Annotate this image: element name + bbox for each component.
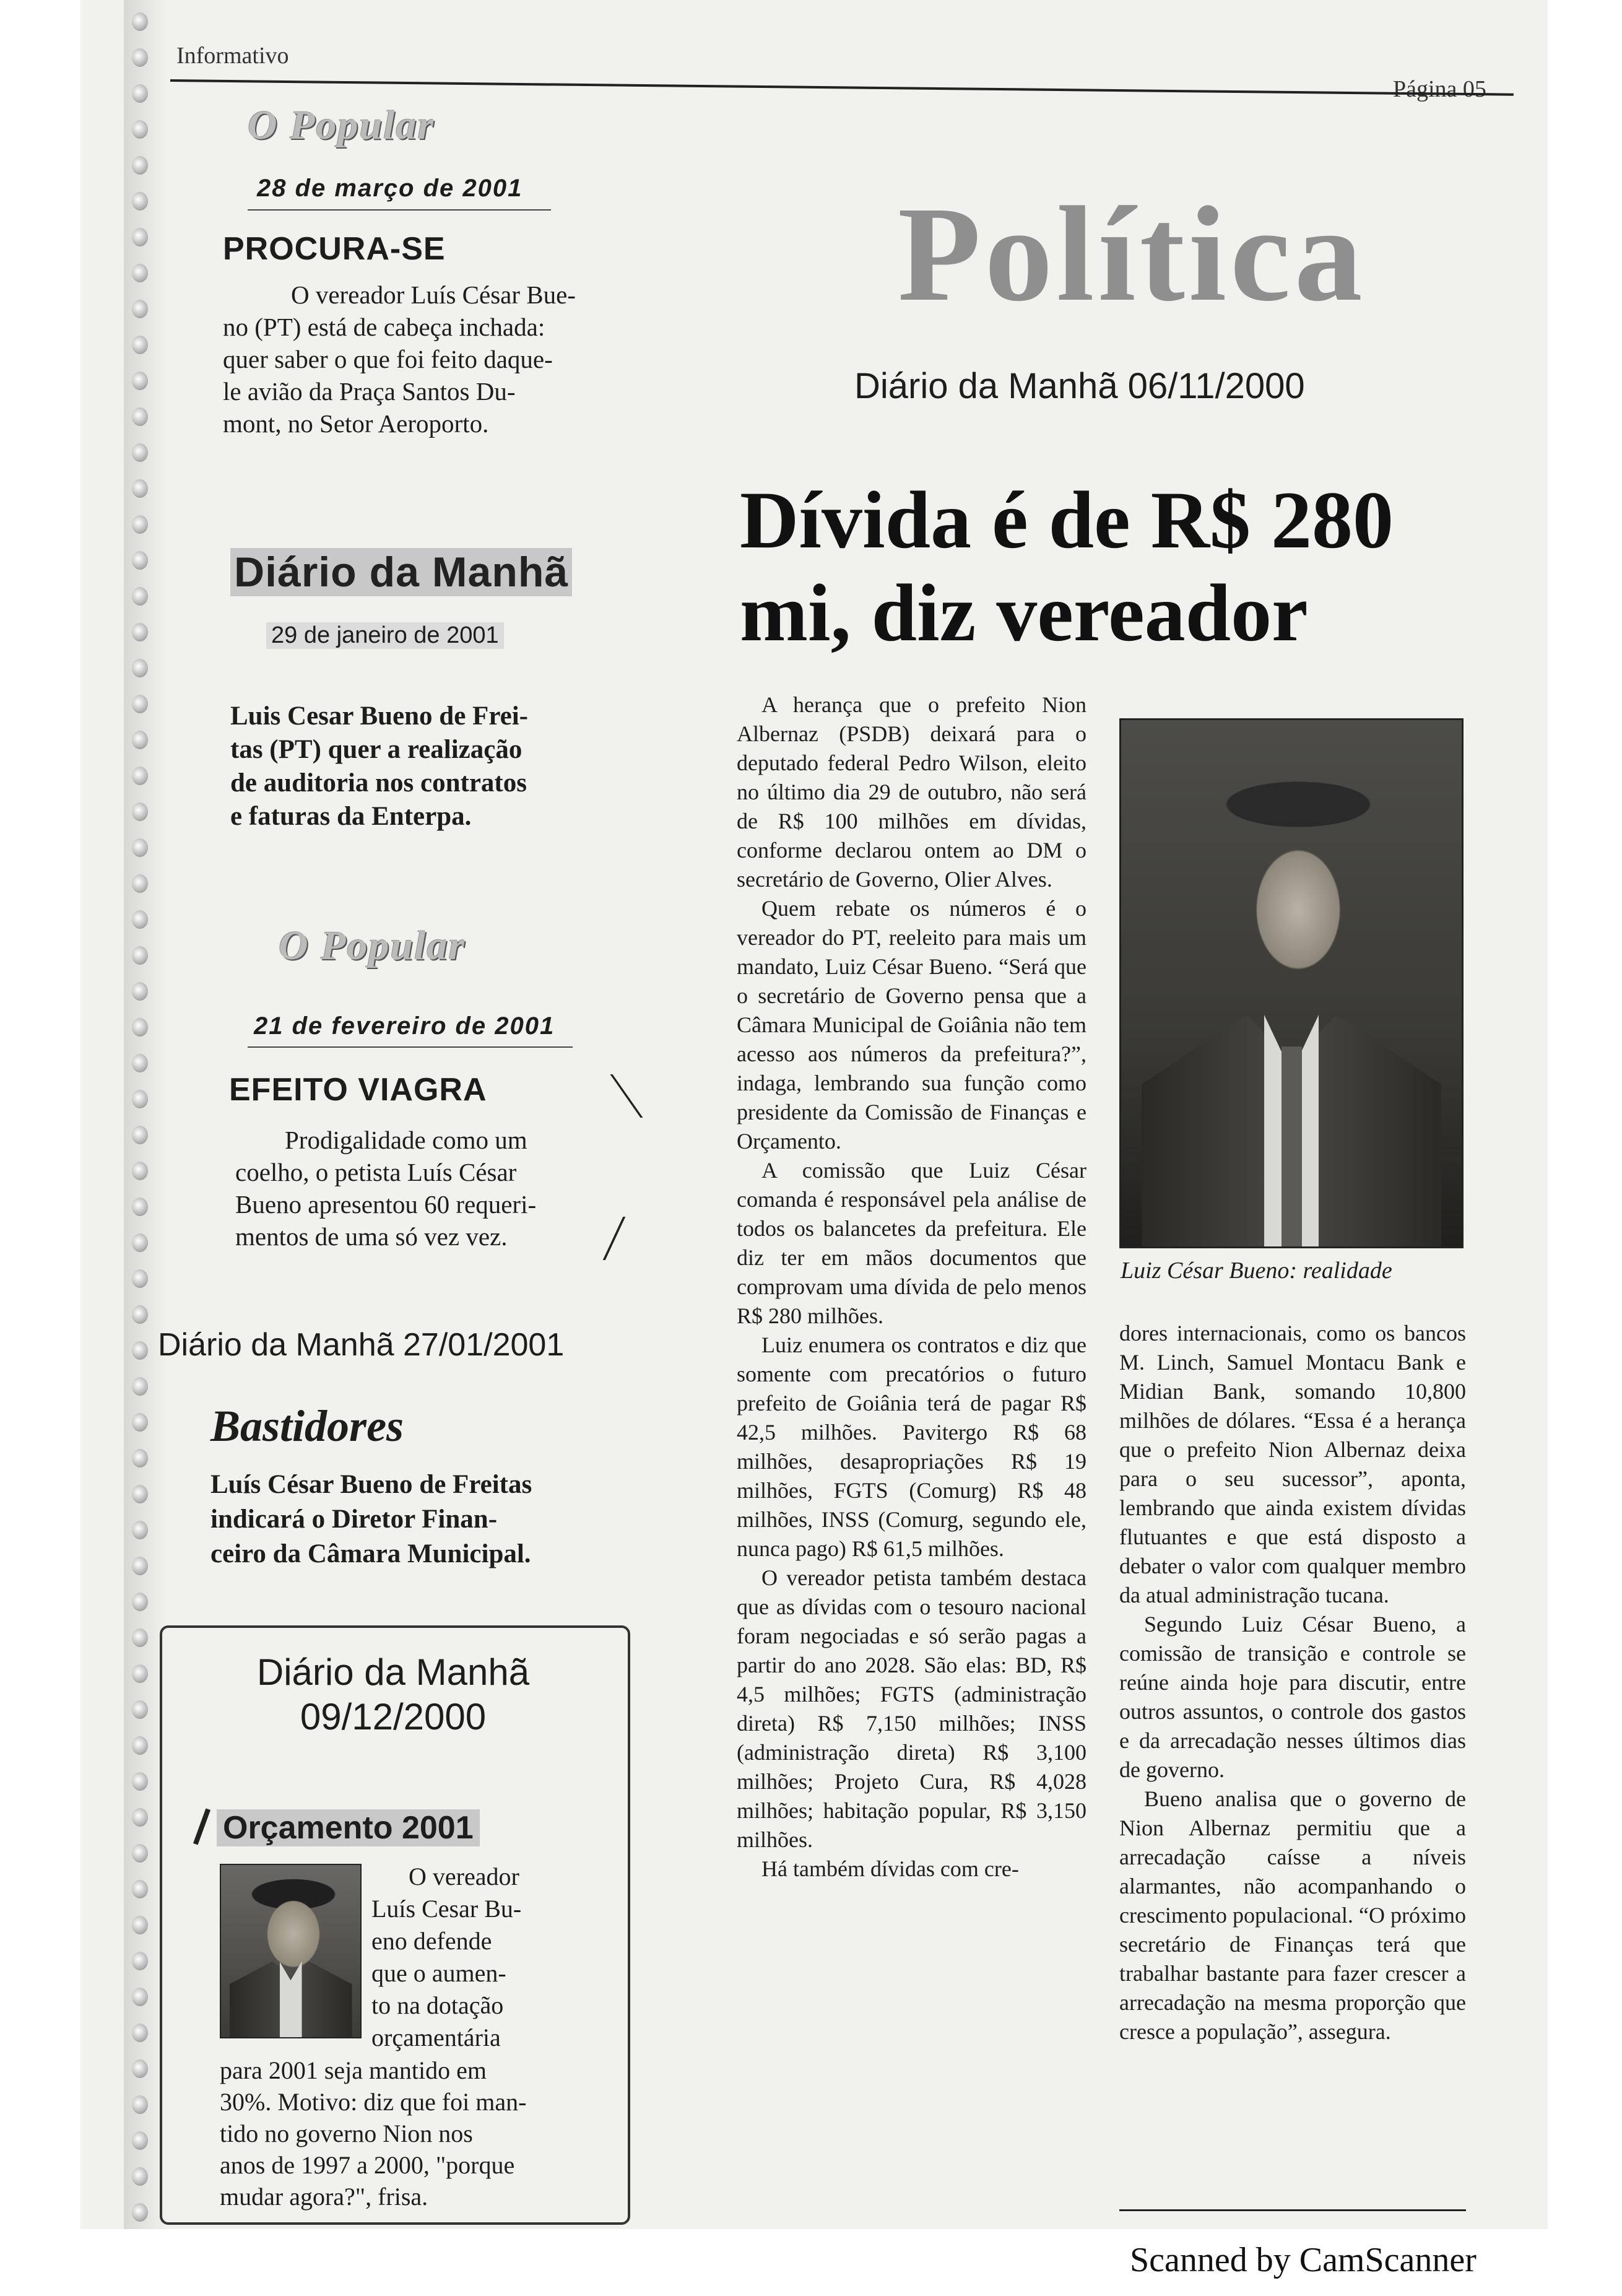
article-paragraph: A herança que o prefeito Nion Albernaz (PSDB) deixará para o deputado federal Pedro Wilson, eleito no último dia 29 de outubro, não será de R$ 100 milhões em dívidas, conforme declarou ontem ao DM o secretário de Governo, Olier Alves.: [737, 692, 1086, 892]
clip1-line: mont, no Setor Aeroporto.: [223, 409, 489, 438]
binder-hole: [132, 300, 148, 318]
binder-hole: [132, 1664, 148, 1683]
binder-hole: [132, 2095, 148, 2114]
binder-hole: [132, 1772, 148, 1791]
clip5-side-line: to na dotação: [371, 1991, 504, 2019]
binder-holes: [127, 12, 164, 2217]
clip5-side-line: O vereador: [409, 1863, 519, 1890]
binder-hole: [132, 1485, 148, 1503]
binder-hole: [132, 1700, 148, 1719]
article-paragraph: A comissão que Luiz César comanda é responsável pela análise de todos os balancetes da prefeitura. Ele diz ter em mãos documentos que comprovam uma dívida de pelo menos R$ 280 milhões.: [737, 1158, 1086, 1328]
clip1-body: [223, 279, 619, 440]
clip1-date: 28 de março de 2001: [257, 175, 523, 202]
clip2-line: e faturas da Enterpa.: [230, 802, 472, 831]
clip5-side-text: [371, 1861, 545, 2054]
clip5-side-line: orçamentária: [371, 2024, 501, 2051]
article-paragraph: O vereador petista também destaca que as dívidas com o tesouro nacional foram negociadas e só serão pagas a partir do ano 2028. São elas: BD, R$ 4,5 milhões; FGTS (administração direta) R$ 7,150 milhões; INSS (administração direta) R$ 3,100 milhões; Projeto Cura, R$ 4,028 milhões; habitação popular, R$ 3,150 milhões.: [737, 1565, 1086, 1852]
binder-hole: [132, 515, 148, 534]
page-number: Página 05: [1393, 76, 1486, 102]
clip3-line: coelho, o petista Luís César: [235, 1158, 517, 1186]
clip3-date: 21 de fevereiro de 2001: [254, 1012, 555, 1040]
binder-hole: [132, 623, 148, 641]
binder-hole: [132, 1090, 148, 1108]
binder-hole: [132, 1521, 148, 1539]
clip1-date-rule: [248, 209, 551, 211]
binder-hole: [132, 1413, 148, 1432]
clip4-body: [210, 1468, 607, 1572]
clip2-line: de auditoria nos contratos: [230, 768, 527, 798]
clip5-line: tido no governo Nion nos: [220, 2120, 473, 2147]
clip5-line: para 2001 seja mantido em: [220, 2056, 487, 2084]
binder-hole: [132, 479, 148, 498]
clip5-source-line: Diário da Manhã: [256, 1651, 530, 1693]
binder-hole: [132, 1162, 148, 1180]
binder-hole: [132, 1593, 148, 1611]
clip4-line: ceiro da Câmara Municipal.: [210, 1539, 531, 1568]
clip1-line: quer saber o que foi feito daque-: [223, 345, 553, 373]
clip5-source: [220, 1650, 566, 1739]
clip4-source: Diário da Manhã 27/01/2001: [158, 1327, 565, 1363]
article-paragraph: Luiz enumera os contratos e diz que somente com precatórios o futuro prefeito de Goiânia terá de pagar R$ 42,5 milhões. Pavitergo R$ 68 milhões, desapropriações R$ 19 milhões, FGTS (Comurg) R$ 48 milhões, INSS (Comurg, segundo ele, nunca pago) R$ 61,5 milhões.: [737, 1333, 1086, 1561]
binder-hole: [132, 120, 148, 139]
clip2-date: 29 de janeiro de 2001: [266, 622, 504, 649]
article-paragraph: Quem rebate os números é o vereador do PT, reeleito para mais um mandato, Luiz César Bueno. “Será que o secretário de Governo pensa que a Câmara Municipal de Goiânia não tem acesso aos números da prefeitura?”, indaga, lembrando sua função como presidente da Comissão de Finanças e Orçamento.: [737, 896, 1086, 1154]
binder-hole: [132, 1449, 148, 1468]
binder-hole: [132, 1198, 148, 1216]
section-header: Informativo: [176, 43, 289, 69]
clip1-line: le avião da Praça Santos Du-: [223, 377, 516, 406]
clip1-line: O vereador Luís César Bue-: [291, 280, 576, 309]
binder-hole: [132, 874, 148, 893]
binder-hole: [132, 802, 148, 821]
binder-hole: [132, 731, 148, 749]
binder-hole: [132, 551, 148, 570]
article-paragraph: Bueno analisa que o governo de Nion Albernaz permitiu que a arrecadação caísse a níveis alarmantes, não acompanhando o crescimento populacional. “O próximo secretário de Finanças terá que trabalhar bastante para fazer crescer a arrecadação na mesma proporção que cresce a população”, assegura.: [1119, 1786, 1466, 2044]
clip2-line: Luis Cesar Bueno de Frei-: [230, 702, 528, 731]
binder-hole: [132, 1736, 148, 1755]
headline-line: mi, diz vereador: [740, 567, 1308, 658]
binder-hole: [132, 192, 148, 211]
clip4-line: indicará o Diretor Finan-: [210, 1505, 498, 1534]
binder-hole: [132, 2203, 148, 2222]
article-headline: [740, 474, 1394, 659]
binder-hole: [132, 1629, 148, 1647]
binder-hole: [132, 443, 148, 462]
binder-hole: [132, 372, 148, 390]
binder-hole: [132, 1808, 148, 1827]
article-source: Diário da Manhã 06/11/2000: [854, 366, 1305, 406]
article-paragraph: dores internacionais, como os bancos M. Linch, Samuel Montacu Bank e Midian Bank, somando 10,800 milhões de dólares. “Essa é a herança que o prefeito Nion Albernaz deixa para o seu sucessor”, aponta, lembrando que ainda existem dívidas flutuantes e que está disposto a debater o valor com qualquer membro da atual administração tucana.: [1119, 1321, 1466, 1607]
clip2-body: [230, 700, 627, 833]
binder-hole: [132, 1018, 148, 1037]
clip2-masthead: Diário da Manhã: [230, 548, 572, 596]
binder-hole: [132, 2167, 148, 2186]
clip1-line: no (PT) está de cabeça inchada:: [223, 313, 545, 341]
binder-hole: [132, 264, 148, 282]
clip5-title: Orçamento 2001: [217, 1809, 480, 1846]
binder-hole: [132, 1126, 148, 1144]
binder-hole: [132, 659, 148, 677]
binder-hole: [132, 1880, 148, 1898]
article-paragraph: Segundo Luiz César Bueno, a comissão de transição e controle se reúne ainda hoje para discutir, entre outros assuntos, o controle dos gastos e da arrecadação nesses últimos dias de governo.: [1119, 1612, 1466, 1782]
clip3-body: [235, 1124, 619, 1253]
binder-hole: [132, 1377, 148, 1396]
clip3-line: mentos de uma só vez vez.: [235, 1222, 508, 1251]
clip1-title: PROCURA-SE: [223, 231, 446, 267]
binder-hole: [132, 1233, 148, 1252]
clip3-line: Bueno apresentou 60 requeri-: [235, 1190, 537, 1219]
binder-hole: [132, 336, 148, 354]
article-column-1: [737, 690, 1086, 2176]
binder-hole: [132, 1952, 148, 1970]
clip5-side-line: Luís Cesar Bu-: [371, 1895, 522, 1923]
clip5-line: 30%. Motivo: diz que foi man-: [220, 2088, 527, 2116]
binder-hole: [132, 84, 148, 103]
binder-hole: [132, 156, 148, 175]
section-title: Política: [898, 178, 1366, 329]
article-end-rule: [1119, 2209, 1466, 2211]
binder-hole: [132, 2131, 148, 2150]
article-portrait-photo: [1119, 718, 1464, 1248]
binder-hole: [132, 1844, 148, 1863]
binder-hole: [132, 2059, 148, 2078]
clip5-line: mudar agora?", frisa.: [220, 2183, 428, 2211]
headline-line: Dívida é de R$ 280: [740, 474, 1394, 565]
binder-hole: [132, 1557, 148, 1575]
binder-hole: [132, 695, 148, 713]
scanner-watermark: Scanned by CamScanner: [1130, 2241, 1477, 2279]
binder-hole: [132, 1054, 148, 1072]
binder-hole: [132, 48, 148, 67]
clip5-line: anos de 1997 a 2000, "porque: [220, 2151, 515, 2179]
binder-hole: [132, 1988, 148, 2006]
binder-hole: [132, 12, 148, 31]
clip5-side-line: eno defende: [371, 1927, 492, 1955]
binder-hole: [132, 1305, 148, 1324]
clip2-line: tas (PT) quer a realização: [230, 735, 523, 764]
binder-hole: [132, 228, 148, 246]
clip3-masthead: O Popular: [279, 923, 466, 968]
binder-hole: [132, 946, 148, 965]
binder-hole: [132, 407, 148, 426]
article-paragraph: Há também dívidas com cre-: [761, 1856, 1019, 1881]
binder-hole: [132, 587, 148, 606]
clip5-body: [220, 2055, 591, 2212]
binder-hole: [132, 1916, 148, 1934]
clip5-source-line: 09/12/2000: [300, 1696, 487, 1737]
clip5-portrait-photo: [220, 1864, 362, 2038]
binder-hole: [132, 1269, 148, 1288]
clip1-masthead: O Popular: [248, 103, 435, 148]
binder-hole: [132, 1341, 148, 1360]
photo-caption: Luiz César Bueno: realidade: [1121, 1258, 1392, 1284]
clip5-side-line: que o aumen-: [371, 1959, 506, 1987]
binder-hole: [132, 838, 148, 857]
clip3-title: EFEITO VIAGRA: [229, 1072, 487, 1108]
clip4-title: Bastidores: [210, 1401, 404, 1451]
binder-hole: [132, 910, 148, 929]
article-column-2: [1119, 1319, 1466, 2198]
binder-hole: [132, 767, 148, 785]
clip4-line: Luís César Bueno de Freitas: [210, 1470, 532, 1499]
binder-hole: [132, 982, 148, 1001]
binder-hole: [132, 2024, 148, 2042]
clip3-date-rule: [248, 1046, 573, 1048]
clip3-line: Prodigalidade como um: [285, 1126, 527, 1154]
